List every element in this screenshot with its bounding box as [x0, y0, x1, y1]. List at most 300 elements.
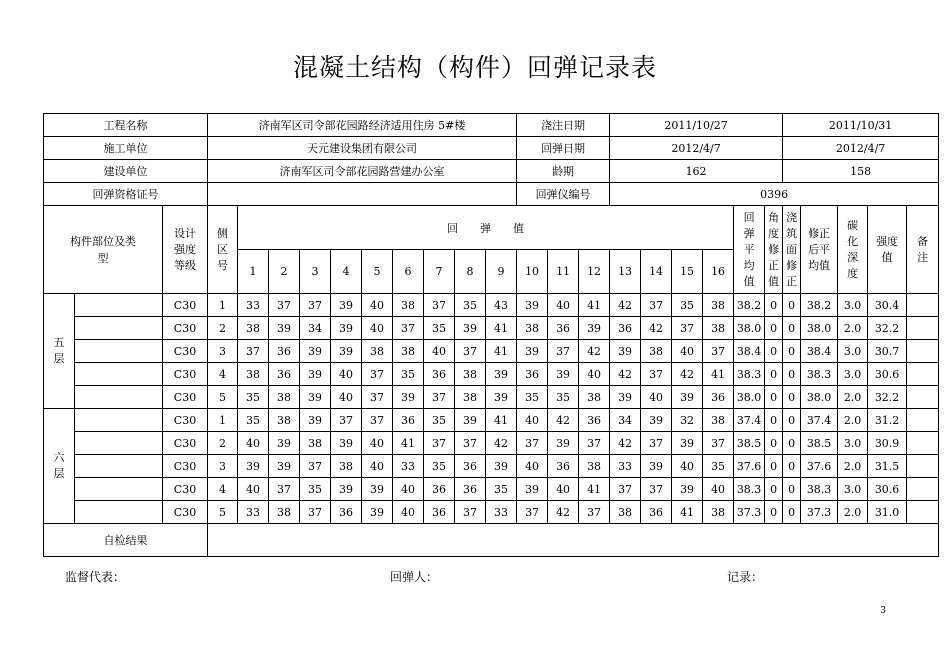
- pour-correction-cell: 0: [783, 478, 801, 501]
- rebound-value-cell: 40: [424, 340, 455, 363]
- rebound-value-cell: 36: [548, 317, 579, 340]
- rebound-value-cell: 37: [517, 432, 548, 455]
- rebound-value-cell: 39: [300, 363, 331, 386]
- strength-cell: 30.6: [868, 478, 907, 501]
- avg-cell: 37.6: [734, 455, 765, 478]
- rebound-point-number: 7: [424, 250, 455, 294]
- corrected-avg-cell: 38.0: [801, 317, 838, 340]
- carbon-header: [838, 206, 868, 294]
- grade-cell: C30: [163, 317, 208, 340]
- rebound-values-header: 回 弹 值: [238, 206, 734, 250]
- remark-cell: [907, 409, 939, 432]
- rebound-value-cell: 36: [424, 478, 455, 501]
- rebound-value-cell: 39: [269, 317, 300, 340]
- grade-header: [163, 206, 208, 294]
- rebound-value-cell: 38: [269, 409, 300, 432]
- angle-header-line: 值: [768, 274, 780, 288]
- pour-header-line: 浇: [786, 210, 798, 224]
- rebound-value-cell: 37: [579, 501, 610, 524]
- rebound-value-cell: 41: [393, 432, 424, 455]
- zone-cell: 5: [208, 501, 238, 524]
- recorder-label: 记录：: [727, 570, 764, 584]
- page-number: 3: [880, 606, 886, 616]
- rebound-value-cell: 38: [269, 386, 300, 409]
- rebound-value-cell: 37: [424, 386, 455, 409]
- rebound-value-cell: 40: [362, 317, 393, 340]
- rebound-value-cell: 42: [641, 317, 672, 340]
- rebound-value-cell: 41: [703, 363, 734, 386]
- table-row: [44, 317, 939, 340]
- corrected-avg-cell: 38.3: [801, 478, 838, 501]
- rebound-value-cell: 38: [362, 340, 393, 363]
- carbonation-cell: 2.0: [838, 317, 868, 340]
- angle-correction-cell: 0: [765, 432, 783, 455]
- corrected-avg-cell: 37.6: [801, 455, 838, 478]
- rebound-value-cell: 36: [455, 478, 486, 501]
- cert-label: 回弹资格证号: [44, 183, 208, 206]
- rebound-value-cell: 37: [641, 432, 672, 455]
- rebound-value-cell: 40: [331, 363, 362, 386]
- member-type-cell: [75, 294, 163, 317]
- pour-date-2: 2011/10/31: [783, 114, 939, 137]
- table-row: [44, 340, 939, 363]
- age-2: 158: [783, 160, 939, 183]
- angle-header: [765, 206, 783, 294]
- avg-header-line: 值: [743, 274, 755, 288]
- corrected-avg-cell: 37.3: [801, 501, 838, 524]
- rebound-value-cell: 35: [424, 409, 455, 432]
- rebound-value-cell: 39: [362, 501, 393, 524]
- self-check-row: [44, 524, 939, 557]
- remark-cell: [907, 294, 939, 317]
- rebound-value-cell: 37: [300, 501, 331, 524]
- corrected-header-line: 均值: [808, 258, 831, 272]
- grade-header-line: 强度: [174, 242, 196, 256]
- rebound-value-cell: 33: [610, 455, 641, 478]
- rebound-value-cell: 43: [486, 294, 517, 317]
- rebound-value-cell: 42: [610, 432, 641, 455]
- rebound-value-cell: 42: [610, 363, 641, 386]
- rebound-value-cell: 39: [672, 386, 703, 409]
- remark-cell: [907, 455, 939, 478]
- rebound-value-cell: 39: [300, 409, 331, 432]
- rebound-point-number: 16: [703, 250, 734, 294]
- rebound-value-cell: 35: [238, 409, 269, 432]
- corrected-header: [801, 206, 838, 294]
- rebound-value-cell: 39: [269, 432, 300, 455]
- remark-cell: [907, 432, 939, 455]
- rebound-value-cell: 38: [579, 455, 610, 478]
- avg-header-line: 弹: [743, 226, 755, 240]
- rebound-point-number: 5: [362, 250, 393, 294]
- floor-label: [44, 409, 75, 524]
- rebound-value-cell: 32: [672, 409, 703, 432]
- rebound-value-cell: 36: [455, 455, 486, 478]
- rebound-date-2: 2012/4/7: [783, 137, 939, 160]
- carbonation-cell: 3.0: [838, 363, 868, 386]
- grade-cell: C30: [163, 294, 208, 317]
- zone-cell: 2: [208, 317, 238, 340]
- rebounder-label: 回弹人：: [390, 570, 439, 584]
- angle-correction-cell: 0: [765, 478, 783, 501]
- rebound-value-cell: 37: [455, 501, 486, 524]
- rebound-value-cell: 38: [517, 317, 548, 340]
- strength-cell: 30.6: [868, 363, 907, 386]
- member-type-cell: [75, 432, 163, 455]
- rebound-value-cell: 35: [238, 386, 269, 409]
- strength-cell: 32.2: [868, 386, 907, 409]
- rebound-value-cell: 36: [424, 363, 455, 386]
- carbonation-cell: 3.0: [838, 478, 868, 501]
- rebound-value-cell: 35: [424, 455, 455, 478]
- contractor-label: 施工单位: [44, 137, 208, 160]
- table-row: [44, 363, 939, 386]
- floor-label-char: 六: [53, 451, 65, 464]
- pour-face-header: [783, 206, 801, 294]
- grade-cell: C30: [163, 501, 208, 524]
- builder-value: 济南军区司令部花园路营建办公室: [208, 160, 517, 183]
- rebound-value-cell: 40: [672, 455, 703, 478]
- rebound-value-cell: 38: [238, 363, 269, 386]
- info-row-builder: [44, 160, 939, 183]
- rebound-record-table: [43, 113, 939, 557]
- rebound-value-cell: 38: [238, 317, 269, 340]
- zone-cell: 1: [208, 409, 238, 432]
- instrument-value: 0396: [610, 183, 939, 206]
- rebound-value-cell: 38: [579, 386, 610, 409]
- rebound-value-cell: 38: [703, 317, 734, 340]
- angle-correction-cell: 0: [765, 363, 783, 386]
- rebound-value-cell: 40: [238, 478, 269, 501]
- data-body: [44, 294, 939, 524]
- rebound-value-cell: 37: [672, 317, 703, 340]
- rebound-value-cell: 37: [269, 294, 300, 317]
- rebound-value-cell: 37: [424, 432, 455, 455]
- rebound-value-cell: 42: [579, 340, 610, 363]
- rebound-value-cell: 39: [672, 478, 703, 501]
- rebound-value-cell: 39: [238, 455, 269, 478]
- corrected-avg-cell: 38.5: [801, 432, 838, 455]
- rebound-value-cell: 37: [362, 386, 393, 409]
- remark-cell: [907, 386, 939, 409]
- strength-cell: 31.5: [868, 455, 907, 478]
- age-label: 龄期: [517, 160, 610, 183]
- rebound-value-cell: 34: [300, 317, 331, 340]
- rebound-value-cell: 35: [486, 478, 517, 501]
- carbonation-cell: 2.0: [838, 501, 868, 524]
- avg-cell: 37.3: [734, 501, 765, 524]
- table-row: [44, 501, 939, 524]
- rebound-value-cell: 38: [455, 363, 486, 386]
- floor-label-char: 层: [53, 352, 65, 365]
- rebound-value-cell: 41: [579, 478, 610, 501]
- angle-correction-cell: 0: [765, 294, 783, 317]
- remark-cell: [907, 501, 939, 524]
- rebound-value-cell: 40: [548, 294, 579, 317]
- corrected-avg-cell: 37.4: [801, 409, 838, 432]
- rebound-value-cell: 39: [300, 386, 331, 409]
- carbonation-cell: 2.0: [838, 455, 868, 478]
- rebound-value-cell: 42: [548, 409, 579, 432]
- rebound-date-label: 回弹日期: [517, 137, 610, 160]
- rebound-value-cell: 40: [393, 501, 424, 524]
- rebound-value-cell: 39: [641, 455, 672, 478]
- rebound-point-number: 14: [641, 250, 672, 294]
- rebound-point-number: 13: [610, 250, 641, 294]
- rebound-value-cell: 35: [548, 386, 579, 409]
- rebound-value-cell: 39: [362, 478, 393, 501]
- remark-header: [907, 206, 939, 294]
- remark-header-line: 备: [917, 234, 929, 248]
- rebound-value-cell: 37: [641, 294, 672, 317]
- rebound-value-cell: 36: [331, 501, 362, 524]
- rebound-value-cell: 37: [641, 363, 672, 386]
- avg-cell: 38.2: [734, 294, 765, 317]
- carbonation-cell: 2.0: [838, 409, 868, 432]
- rebound-value-cell: 36: [610, 317, 641, 340]
- floor-label-char: 层: [53, 467, 65, 480]
- corrected-header-line: 修正: [808, 226, 831, 240]
- rebound-value-cell: 38: [703, 409, 734, 432]
- info-row-project: [44, 114, 939, 137]
- rebound-value-cell: 36: [579, 409, 610, 432]
- rebound-value-cell: 35: [455, 294, 486, 317]
- rebound-value-cell: 40: [362, 294, 393, 317]
- rebound-value-cell: 40: [703, 478, 734, 501]
- rebound-value-cell: 37: [548, 340, 579, 363]
- info-row-cert: [44, 183, 939, 206]
- rebound-value-cell: 39: [269, 455, 300, 478]
- zone-cell: 2: [208, 432, 238, 455]
- pour-correction-cell: 0: [783, 294, 801, 317]
- zone-header-line: 号: [217, 258, 228, 272]
- angle-correction-cell: 0: [765, 455, 783, 478]
- table-row: [44, 478, 939, 501]
- rebound-value-cell: 40: [548, 478, 579, 501]
- rebound-value-cell: 37: [455, 340, 486, 363]
- angle-correction-cell: 0: [765, 317, 783, 340]
- pour-date-1: 2011/10/27: [610, 114, 783, 137]
- angle-correction-cell: 0: [765, 409, 783, 432]
- zone-cell: 4: [208, 478, 238, 501]
- grade-cell: C30: [163, 455, 208, 478]
- grade-header-line: 等级: [174, 258, 196, 272]
- rebound-value-cell: 39: [486, 455, 517, 478]
- corrected-avg-cell: 38.3: [801, 363, 838, 386]
- pour-header-line: 筑: [786, 226, 798, 240]
- pour-correction-cell: 0: [783, 386, 801, 409]
- rebound-value-cell: 39: [579, 317, 610, 340]
- pour-header-line: 正: [786, 274, 798, 288]
- carbonation-cell: 3.0: [838, 294, 868, 317]
- rebound-value-cell: 40: [362, 432, 393, 455]
- rebound-point-number: 9: [486, 250, 517, 294]
- rebound-value-cell: 36: [393, 409, 424, 432]
- strength-header-line: 强度: [876, 234, 899, 248]
- rebound-value-cell: 37: [269, 478, 300, 501]
- remark-cell: [907, 340, 939, 363]
- rebound-value-cell: 39: [331, 478, 362, 501]
- rebound-value-cell: 36: [269, 340, 300, 363]
- rebound-value-cell: 37: [300, 294, 331, 317]
- rebound-value-cell: 38: [610, 501, 641, 524]
- rebound-value-cell: 35: [672, 294, 703, 317]
- rebound-value-cell: 35: [300, 478, 331, 501]
- member-type-cell: [75, 455, 163, 478]
- remark-cell: [907, 363, 939, 386]
- table-row: [44, 386, 939, 409]
- rebound-value-cell: 41: [486, 409, 517, 432]
- header-row-top: [44, 206, 939, 250]
- floor-label-char: 五: [53, 336, 65, 349]
- rebound-value-cell: 39: [517, 294, 548, 317]
- rebound-value-cell: 37: [703, 340, 734, 363]
- table-row: [44, 294, 939, 317]
- rebound-value-cell: 37: [703, 432, 734, 455]
- grade-header-line: 设计: [174, 226, 196, 240]
- rebound-value-cell: 39: [517, 478, 548, 501]
- rebound-point-number: 15: [672, 250, 703, 294]
- rebound-point-number: 6: [393, 250, 424, 294]
- member-type-cell: [75, 317, 163, 340]
- avg-header-line: 平: [743, 242, 755, 256]
- contractor-value: 天元建设集团有限公司: [208, 137, 517, 160]
- table-row: [44, 432, 939, 455]
- strength-header: [868, 206, 907, 294]
- rebound-value-cell: 41: [486, 317, 517, 340]
- member-type-cell: [75, 363, 163, 386]
- rebound-value-cell: 38: [269, 501, 300, 524]
- rebound-point-number: 2: [269, 250, 300, 294]
- rebound-value-cell: 38: [641, 340, 672, 363]
- project-label: 工程名称: [44, 114, 208, 137]
- avg-cell: 37.4: [734, 409, 765, 432]
- rebound-value-cell: 41: [672, 501, 703, 524]
- grade-cell: C30: [163, 340, 208, 363]
- rebound-value-cell: 36: [703, 386, 734, 409]
- carbon-header-line: 深: [847, 250, 859, 264]
- carbon-header-line: 碳: [847, 218, 859, 232]
- rebound-value-cell: 34: [610, 409, 641, 432]
- remark-cell: [907, 478, 939, 501]
- cert-value: [208, 183, 517, 206]
- zone-cell: 5: [208, 386, 238, 409]
- rebound-value-cell: 37: [610, 478, 641, 501]
- rebound-value-cell: 39: [455, 317, 486, 340]
- supervisor-label: 监督代表：: [65, 570, 126, 584]
- rebound-value-cell: 39: [486, 363, 517, 386]
- zone-header: [208, 206, 238, 294]
- rebound-value-cell: 37: [331, 409, 362, 432]
- rebound-point-number: 10: [517, 250, 548, 294]
- angle-correction-cell: 0: [765, 340, 783, 363]
- member-type-cell: [75, 340, 163, 363]
- rebound-value-cell: 39: [331, 294, 362, 317]
- rebound-value-cell: 39: [517, 340, 548, 363]
- rebound-value-cell: 35: [703, 455, 734, 478]
- rebound-value-cell: 33: [393, 455, 424, 478]
- pour-correction-cell: 0: [783, 363, 801, 386]
- strength-cell: 30.4: [868, 294, 907, 317]
- avg-header: [734, 206, 765, 294]
- zone-header-line: 区: [217, 242, 228, 256]
- rebound-date-1: 2012/4/7: [610, 137, 783, 160]
- avg-cell: 38.5: [734, 432, 765, 455]
- angle-header-line: 修: [768, 242, 780, 256]
- rebound-value-cell: 39: [672, 432, 703, 455]
- member-header-text: 构件部位及类型: [70, 234, 136, 265]
- corrected-avg-cell: 38.0: [801, 386, 838, 409]
- zone-cell: 4: [208, 363, 238, 386]
- avg-header-line: 均: [743, 258, 755, 272]
- rebound-value-cell: 33: [238, 294, 269, 317]
- carbon-header-line: 化: [847, 234, 859, 248]
- member-type-cell: [75, 478, 163, 501]
- angle-header-line: 正: [768, 258, 780, 272]
- table-row: [44, 409, 939, 432]
- grade-cell: C30: [163, 386, 208, 409]
- avg-cell: 38.3: [734, 478, 765, 501]
- rebound-value-cell: 37: [517, 501, 548, 524]
- strength-cell: 31.0: [868, 501, 907, 524]
- grade-cell: C30: [163, 432, 208, 455]
- avg-header-line: 回: [743, 210, 755, 224]
- zone-header-line: 侧: [217, 226, 228, 240]
- zone-cell: 3: [208, 455, 238, 478]
- rebound-value-cell: 39: [300, 340, 331, 363]
- remark-cell: [907, 317, 939, 340]
- rebound-point-number: 8: [455, 250, 486, 294]
- builder-label: 建设单位: [44, 160, 208, 183]
- strength-header-line: 值: [881, 250, 893, 264]
- rebound-value-cell: 38: [300, 432, 331, 455]
- rebound-value-cell: 39: [331, 340, 362, 363]
- rebound-value-cell: 35: [424, 317, 455, 340]
- self-check-value: [208, 524, 939, 557]
- zone-cell: 1: [208, 294, 238, 317]
- rebound-value-cell: 41: [486, 340, 517, 363]
- grade-cell: C30: [163, 363, 208, 386]
- rebound-value-cell: 37: [641, 478, 672, 501]
- rebound-value-cell: 38: [703, 294, 734, 317]
- info-row-contractor: [44, 137, 939, 160]
- pour-correction-cell: 0: [783, 409, 801, 432]
- instrument-label: 回弹仪编号: [517, 183, 610, 206]
- rebound-point-number: 12: [579, 250, 610, 294]
- member-type-cell: [75, 409, 163, 432]
- rebound-value-cell: 38: [393, 340, 424, 363]
- angle-correction-cell: 0: [765, 501, 783, 524]
- rebound-value-cell: 39: [548, 363, 579, 386]
- rebound-value-cell: 39: [548, 432, 579, 455]
- rebound-value-cell: 36: [548, 455, 579, 478]
- rebound-value-cell: 39: [641, 409, 672, 432]
- rebound-value-cell: 39: [610, 340, 641, 363]
- remark-header-line: 注: [917, 250, 929, 264]
- rebound-point-number: 4: [331, 250, 362, 294]
- rebound-point-number: 1: [238, 250, 269, 294]
- rebound-value-cell: 38: [703, 501, 734, 524]
- strength-cell: 32.2: [868, 317, 907, 340]
- rebound-value-cell: 40: [517, 455, 548, 478]
- age-1: 162: [610, 160, 783, 183]
- rebound-value-cell: 39: [331, 317, 362, 340]
- rebound-value-cell: 40: [331, 386, 362, 409]
- rebound-value-cell: 42: [486, 432, 517, 455]
- strength-cell: 30.7: [868, 340, 907, 363]
- project-value: 济南军区司令部花园路经济适用住房 5#楼: [208, 114, 517, 137]
- self-check-label: 自检结果: [44, 524, 208, 557]
